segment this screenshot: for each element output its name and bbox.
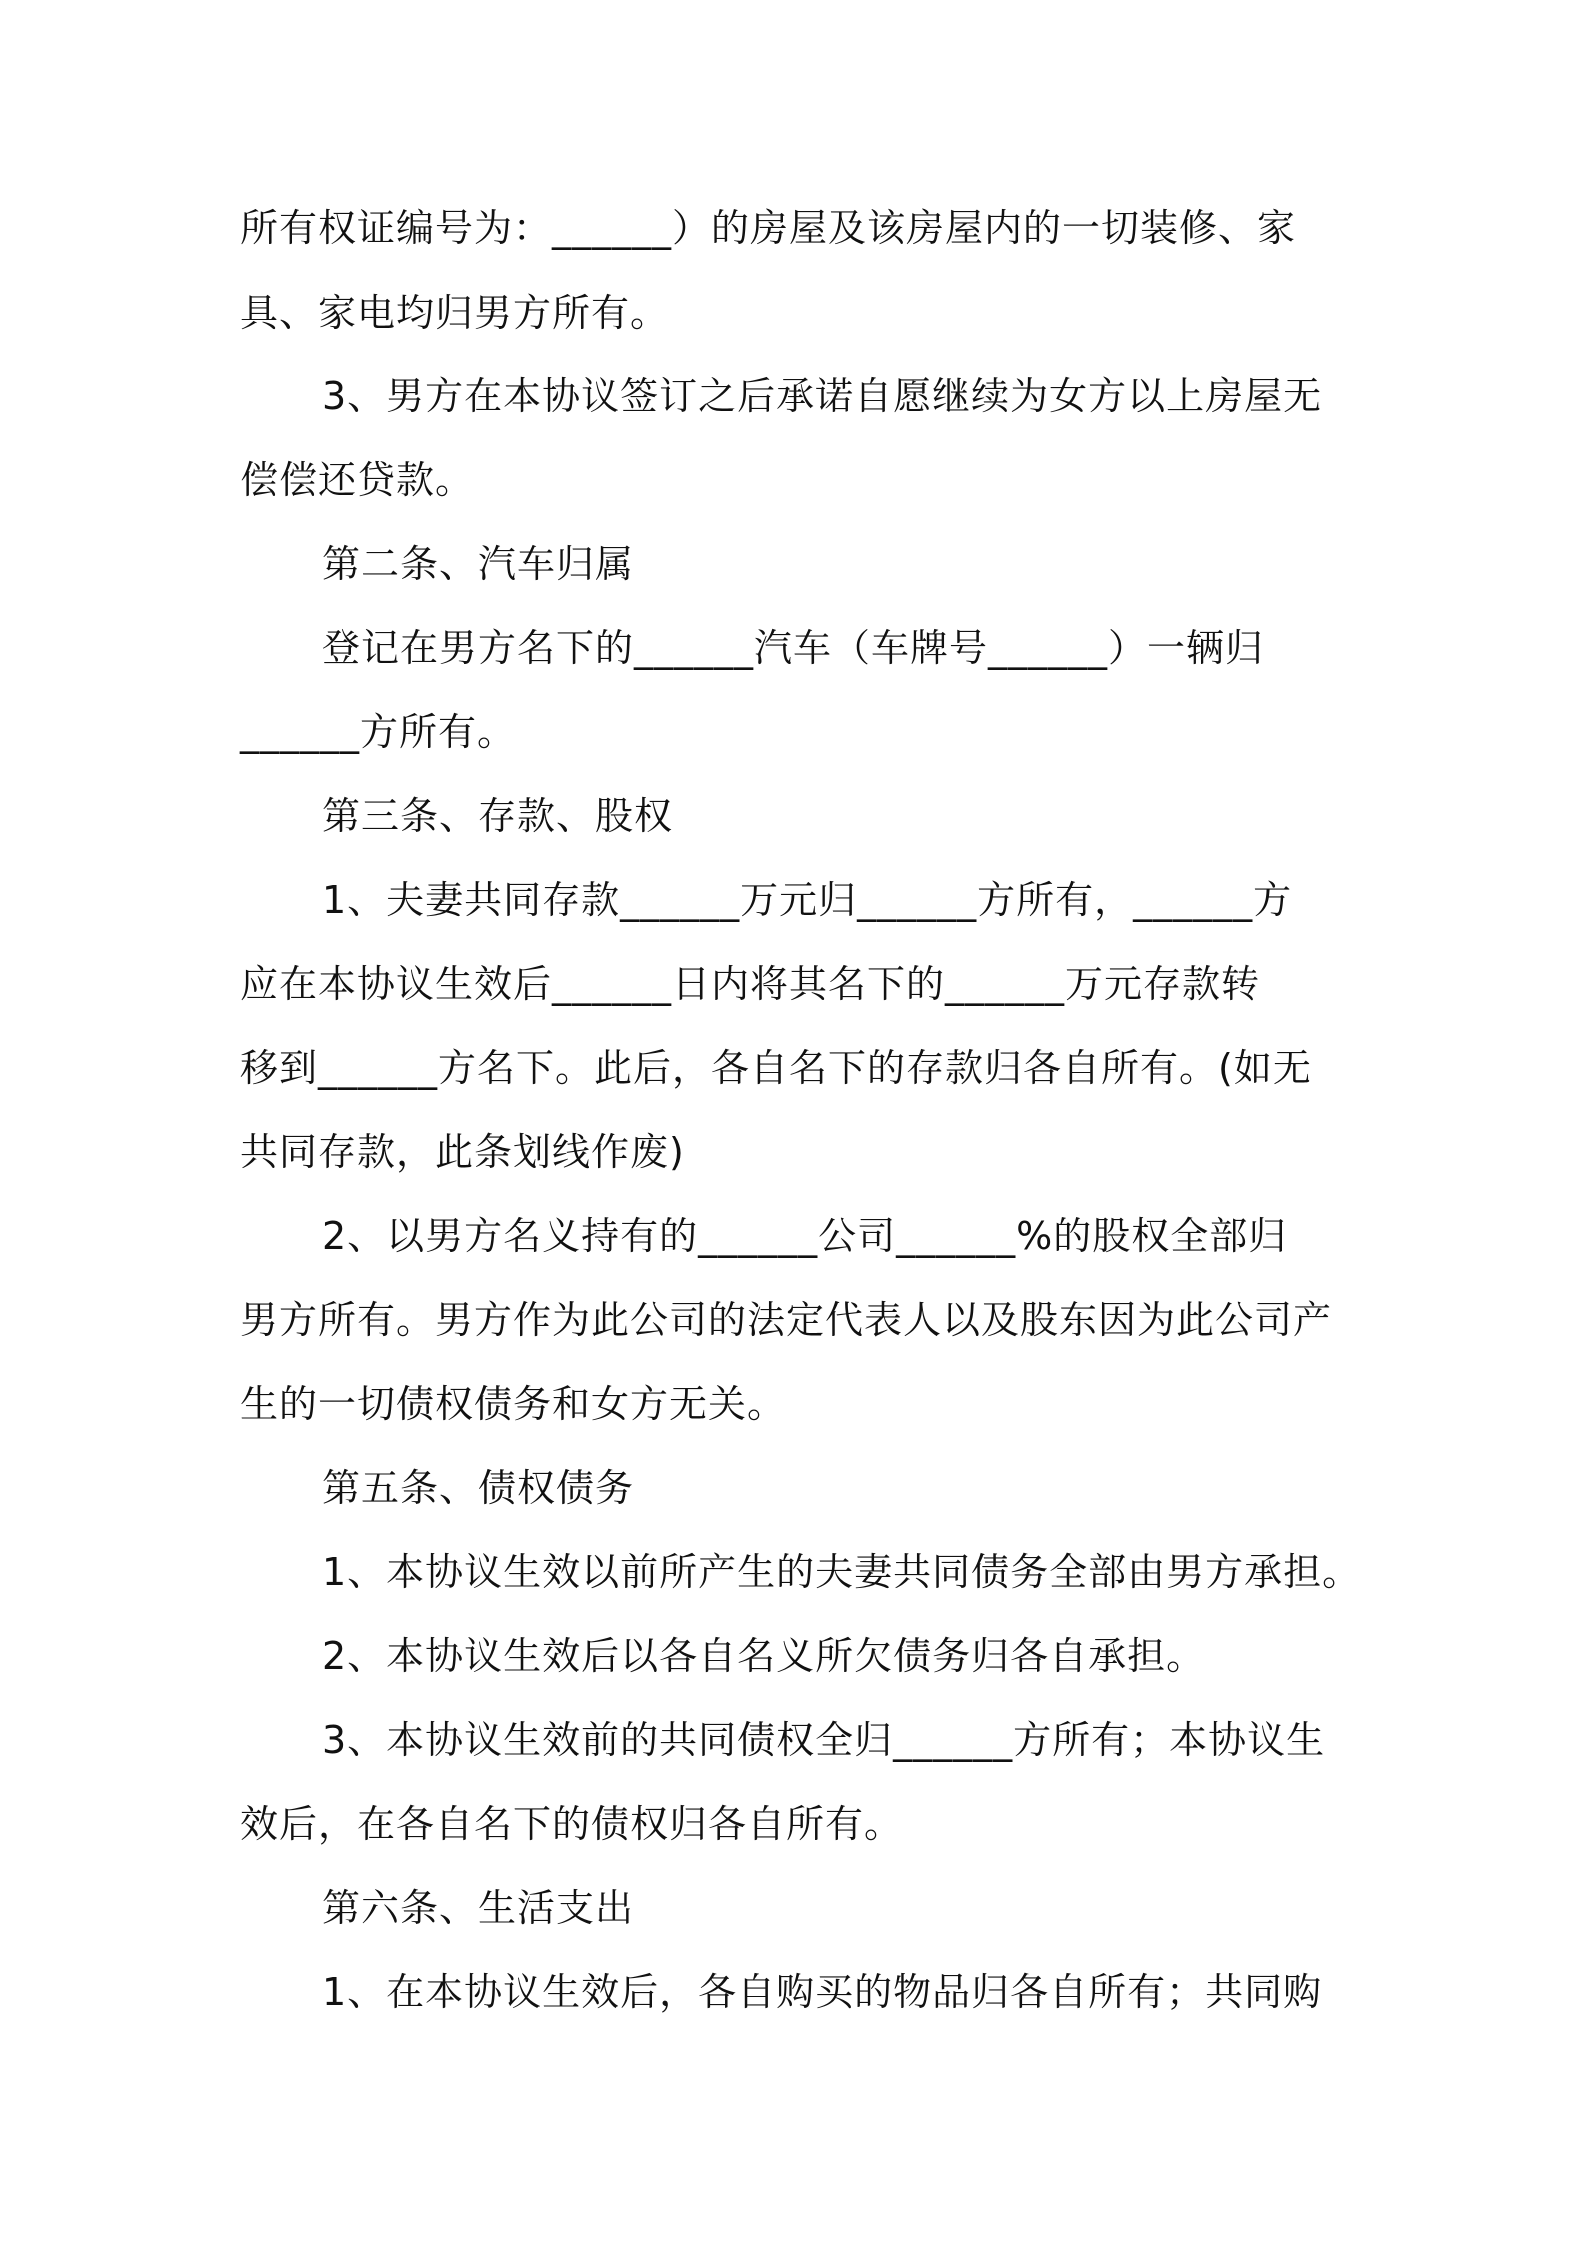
text-line: 登记在男方名下的______汽车（车牌号______）一辆归 xyxy=(322,626,1265,670)
text-line: 具、家电均归男方所有。 xyxy=(240,291,670,335)
text-line: 1、夫妻共同存款______万元归______方所有，______方 xyxy=(322,878,1293,922)
text-line: 1、在本协议生效后，各自购买的物品归各自所有；共同购 xyxy=(322,1970,1323,2014)
text-line: 男方所有。男方作为此公司的法定代表人以及股东因为此公司产 xyxy=(240,1298,1333,1342)
section-heading: 第二条、汽车归属 xyxy=(322,542,635,586)
text-line: 1、本协议生效以前所产生的夫妻共同债务全部由男方承担。 xyxy=(322,1550,1362,1594)
text-line: 3、本协议生效前的共同债权全归______方所有；本协议生 xyxy=(322,1718,1326,1762)
text-line: ______方所有。 xyxy=(240,710,517,754)
text-line: 移到______方名下。此后，各自名下的存款归各自所有。(如无 xyxy=(240,1046,1312,1090)
section-heading: 第六条、生活支出 xyxy=(322,1886,635,1930)
text-line: 应在本协议生效后______日内将其名下的______万元存款转 xyxy=(240,962,1261,1006)
text-line: 效后，在各自名下的债权归各自所有。 xyxy=(240,1802,904,1846)
section-heading: 第三条、存款、股权 xyxy=(322,794,674,838)
text-line: 所有权证编号为：______）的房屋及该房屋内的一切装修、家 xyxy=(240,206,1297,250)
section-heading: 第五条、债权债务 xyxy=(322,1466,635,1510)
text-line: 2、以男方名义持有的______公司______%的股权全部归 xyxy=(322,1214,1288,1258)
text-line: 共同存款，此条划线作废) xyxy=(240,1130,685,1174)
text-line: 偿偿还贷款。 xyxy=(240,458,475,502)
text-line: 生的一切债权债务和女方无关。 xyxy=(240,1382,787,1426)
text-line: 2、本协议生效后以各自名义所欠债务归各自承担。 xyxy=(322,1634,1206,1678)
text-line: 3、男方在本协议签订之后承诺自愿继续为女方以上房屋无 xyxy=(322,374,1323,418)
